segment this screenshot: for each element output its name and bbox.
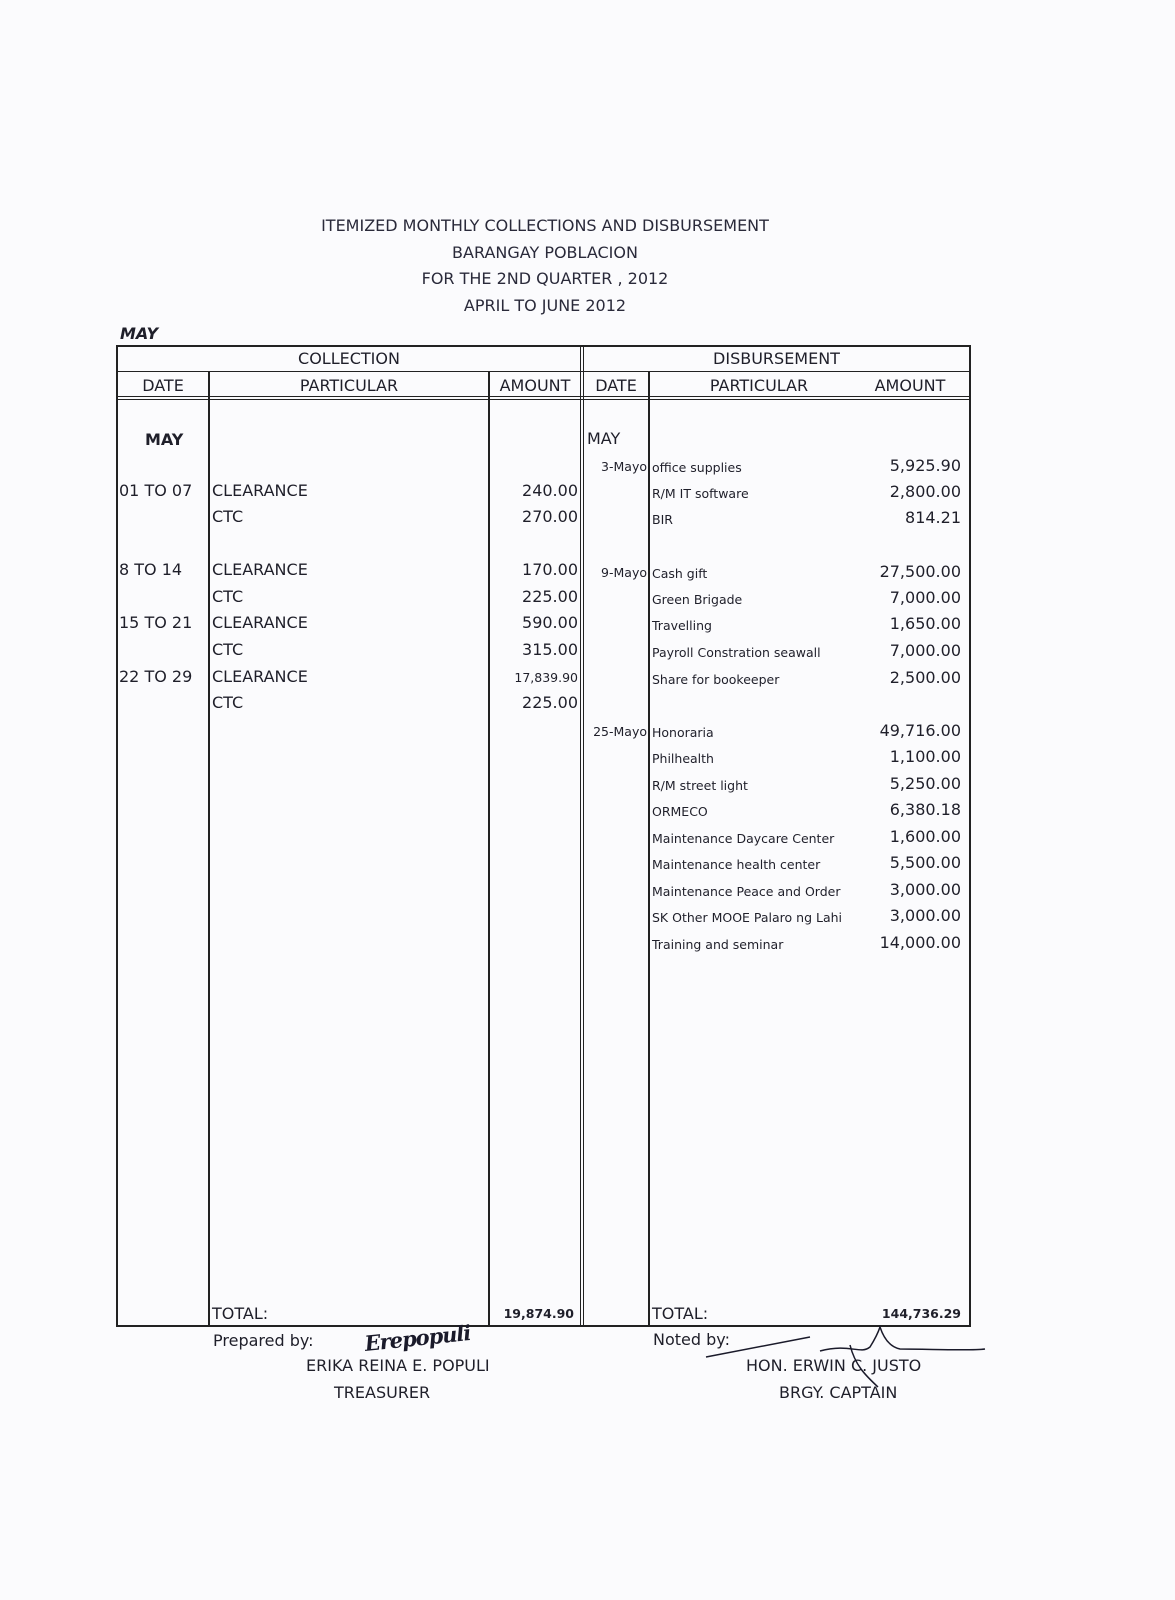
table-divider — [208, 371, 210, 1327]
collection-row-particular: CTC — [212, 693, 244, 712]
collection-amount-header: AMOUNT — [499, 376, 571, 395]
collection-date-header: DATE — [142, 376, 184, 395]
barangay-name: BARANGAY POBLACION — [452, 243, 638, 262]
disbursement-row-particular: office supplies — [652, 460, 742, 475]
disbursement-row-particular: Honoraria — [652, 725, 714, 740]
disbursement-row-amount: 1,100.00 — [889, 747, 961, 766]
disbursement-row-date: 9-Mayo — [601, 565, 647, 580]
disbursement-row-particular: Travelling — [652, 618, 712, 633]
disbursement-row-amount: 14,000.00 — [879, 933, 961, 952]
collection-row-date: 15 TO 21 — [119, 613, 193, 632]
month-label: MAY — [120, 324, 159, 343]
collection-row-amount: 270.00 — [522, 507, 578, 526]
disbursement-row-particular: Philhealth — [652, 751, 714, 766]
disbursement-row-particular: Maintenance Peace and Order — [652, 884, 841, 899]
collection-row-amount: 17,839.90 — [514, 670, 578, 685]
disbursement-month: MAY — [587, 429, 621, 448]
disbursement-row-amount: 1,600.00 — [889, 827, 961, 846]
collection-row-particular: CTC — [212, 640, 244, 659]
disbursement-row-amount: 6,380.18 — [889, 800, 961, 819]
collection-total: 19,874.90 — [503, 1306, 574, 1321]
disbursement-row-amount: 5,250.00 — [889, 774, 961, 793]
prepared-by-name: ERIKA REINA E. POPULI — [306, 1356, 490, 1375]
collection-row-amount: 225.00 — [522, 587, 578, 606]
disbursement-row-particular: SK Other MOOE Palaro ng Lahi — [652, 910, 843, 925]
disbursement-row-particular: BIR — [652, 512, 673, 527]
disbursement-row-particular: ORMECO — [652, 804, 708, 819]
disbursement-row-amount: 814.21 — [905, 508, 961, 527]
noted-by-name: HON. ERWIN C. JUSTO — [746, 1356, 922, 1375]
collection-row-particular: CTC — [212, 587, 244, 606]
disbursement-row-date: 3-Mayo — [601, 459, 647, 474]
collection-row-amount: 590.00 — [522, 613, 578, 632]
collection-particular-header: PARTICULAR — [299, 376, 399, 395]
collection-row-particular: CLEARANCE — [212, 481, 308, 500]
disbursement-date-header: DATE — [595, 376, 637, 395]
disbursement-row-amount: 7,000.00 — [889, 588, 961, 607]
collection-row-date: 8 TO 14 — [119, 560, 183, 579]
disbursement-row-amount: 3,000.00 — [889, 880, 961, 899]
disbursement-amount-header: AMOUNT — [874, 376, 946, 395]
doc-title: ITEMIZED MONTHLY COLLECTIONS AND DISBURSEMENT — [321, 216, 769, 235]
collection-row-date: 01 TO 07 — [119, 481, 193, 500]
disbursement-row-amount: 3,000.00 — [889, 906, 961, 925]
table-border — [969, 345, 971, 1327]
captain-signature — [700, 1325, 990, 1395]
collection-row-particular: CLEARANCE — [212, 667, 308, 686]
disbursement-heading: DISBURSEMENT — [713, 349, 840, 368]
disbursement-row-amount: 5,925.90 — [889, 456, 961, 475]
disbursement-row-particular: Maintenance Daycare Center — [652, 831, 835, 846]
collection-row-particular: CLEARANCE — [212, 560, 308, 579]
table-divider — [583, 345, 584, 1327]
disbursement-particular-header: PARTICULAR — [709, 376, 809, 395]
table-border — [116, 345, 971, 347]
noted-by-label: Noted by: — [653, 1330, 730, 1349]
disbursement-row-particular: Training and seminar — [652, 937, 784, 952]
table-divider — [648, 371, 650, 1327]
disbursement-row-particular: Share for bookeeper — [652, 672, 780, 687]
collection-row-particular: CTC — [212, 507, 244, 526]
prepared-by-title: TREASURER — [334, 1383, 431, 1402]
table-divider — [580, 345, 581, 1327]
disbursement-row-particular: Green Brigade — [652, 592, 743, 607]
collection-row-particular: CLEARANCE — [212, 613, 308, 632]
table-divider — [116, 399, 971, 400]
disbursement-total-label: TOTAL: — [652, 1304, 709, 1323]
disbursement-row-amount: 2,800.00 — [889, 482, 961, 501]
disbursement-row-amount: 7,000.00 — [889, 641, 961, 660]
collection-heading: COLLECTION — [298, 349, 400, 368]
disbursement-row-amount: 2,500.00 — [889, 668, 961, 687]
treasurer-signature: Erepopuli — [363, 1320, 472, 1356]
disbursement-row-particular: Cash gift — [652, 566, 708, 581]
disbursement-row-particular: R/M IT software — [652, 486, 749, 501]
disbursement-row-particular: Payroll Constration seawall — [652, 645, 821, 660]
disbursement-total: 144,736.29 — [881, 1306, 961, 1321]
disbursement-row-amount: 1,650.00 — [889, 614, 961, 633]
collection-row-amount: 240.00 — [522, 481, 578, 500]
disbursement-row-particular: R/M street light — [652, 778, 748, 793]
collection-total-label: TOTAL: — [212, 1304, 269, 1323]
disbursement-row-amount: 27,500.00 — [879, 562, 961, 581]
table-divider — [116, 371, 971, 372]
disbursement-row-amount: 49,716.00 — [879, 721, 961, 740]
quarter-label: FOR THE 2ND QUARTER , 2012 — [421, 269, 669, 288]
prepared-by-label: Prepared by: — [213, 1331, 314, 1350]
disbursement-row-amount: 5,500.00 — [889, 853, 961, 872]
collection-row-amount: 170.00 — [522, 560, 578, 579]
collection-month: MAY — [145, 430, 184, 449]
collection-row-amount: 225.00 — [522, 693, 578, 712]
collection-row-date: 22 TO 29 — [119, 667, 193, 686]
table-divider — [116, 396, 971, 397]
noted-by-title: BRGY. CAPTAIN — [779, 1383, 898, 1402]
collection-row-amount: 315.00 — [522, 640, 578, 659]
table-border — [116, 345, 118, 1327]
period-label: APRIL TO JUNE 2012 — [463, 296, 627, 315]
disbursement-row-particular: Maintenance health center — [652, 857, 821, 872]
disbursement-row-date: 25-Mayo — [593, 724, 647, 739]
